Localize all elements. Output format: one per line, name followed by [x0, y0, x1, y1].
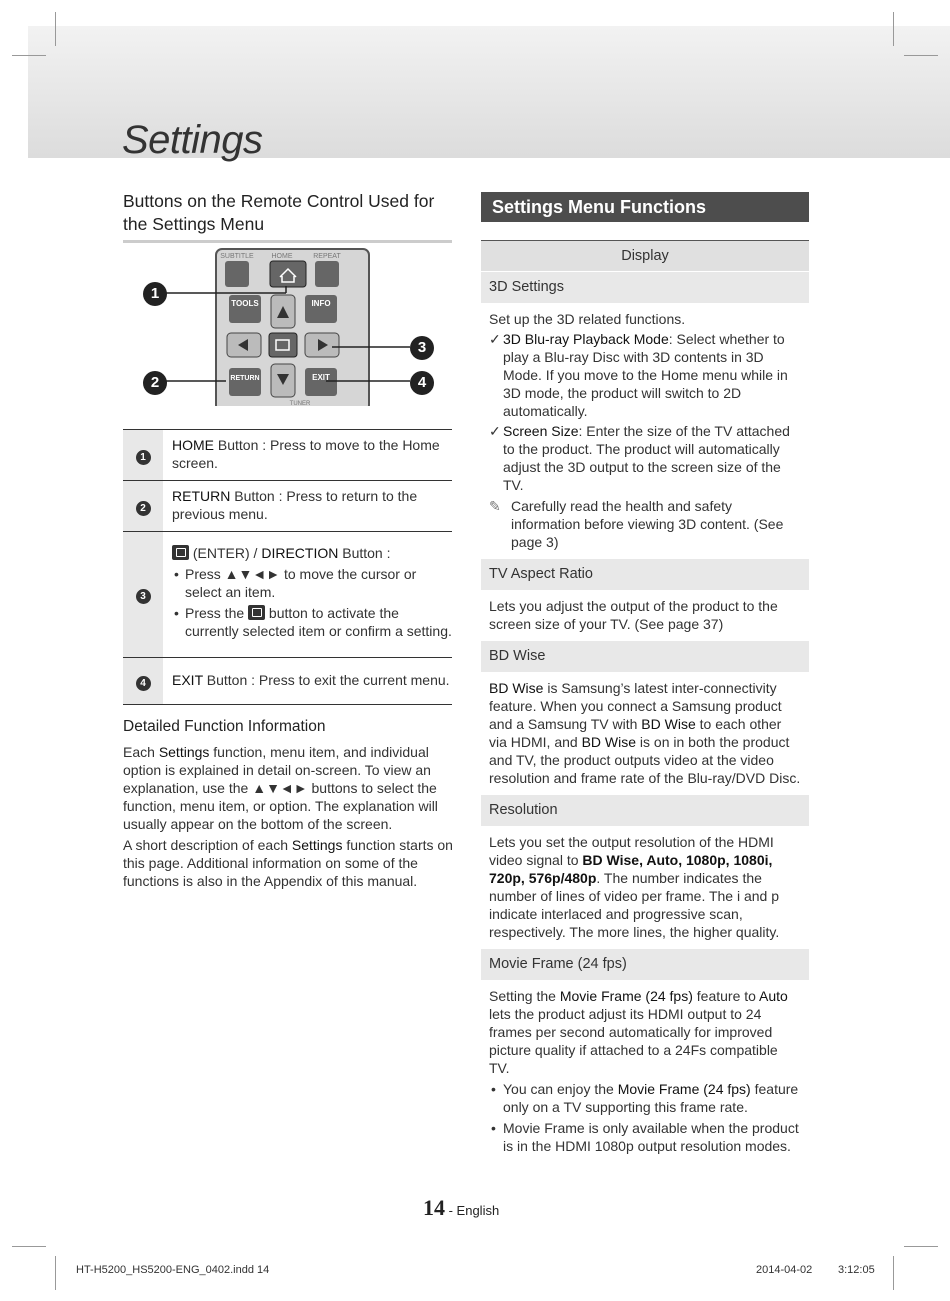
crop-mark: [55, 1256, 56, 1290]
crop-mark: [904, 55, 938, 56]
settings-menu-title: Settings Menu Functions: [481, 192, 809, 222]
settings-functions-table: [481, 240, 809, 1163]
crop-mark: [893, 1256, 894, 1290]
button-table: [123, 429, 452, 705]
label-info: INFO: [311, 299, 331, 308]
callout-lines: [150, 280, 430, 390]
callout-4: 4: [410, 371, 434, 395]
label-tuner: TUNER: [289, 401, 311, 406]
remote-section-heading: Buttons on the Remote Control Used for the Settings Menu: [123, 190, 452, 243]
enter-icon: [172, 545, 189, 560]
check-item: ✓ Screen Size: Enter the size of the TV attached to the product. The product will automatically adjust the 3D output to the screen size of the TV.: [489, 422, 801, 494]
section-body: Lets you adjust the output of the product to the screen size of your TV. (See page 37): [489, 598, 778, 632]
row-number: 1: [136, 450, 151, 465]
label-tools: TOOLS: [231, 299, 259, 308]
section-body: Set up the 3D related functions. ✓ 3D Blu-ray Playback Mode: Select whether to play a Blu-ray Disc with 3D contents in 3D Mode. If you move to the Home menu while in 3D mode, the product will switch to 2D automatically. ✓ Screen Size: Enter the size of the TV attached to the product. The product will automatically adjust the 3D output to the screen size of the TV. ✎ Carefully read the health and safety information before viewing 3D content. (See page 3): [481, 303, 809, 559]
footer-filename: HT-H5200_HS5200-ENG_0402.indd 14: [76, 1264, 270, 1276]
detail-paragraph-2: A short description of each Settings function starts on this page. Additional information on some of the functions is also in the Appendix of this manual.: [123, 837, 453, 889]
section-body: BD Wise is Samsung’s latest inter-connectivity feature. When you connect a Samsung product and a Samsung TV with BD Wise to each other via HDMI, and BD Wise is on in both the product and TV, the product outputs video at the video resolution and frame rate of the Blu-ray/DVD Disc.: [489, 680, 801, 786]
table-row: 2 RETURN Button : Press to return to the previous menu.: [123, 481, 452, 532]
crop-mark: [12, 1246, 46, 1247]
label-repeat: REPEAT: [313, 253, 341, 260]
section-tv-aspect-ratio: TV Aspect Ratio: [481, 559, 809, 590]
table-row: 3 (ENTER) / DIRECTION Button : • Press ▲▼◄► to move the cursor or select an item. • Press the button to activate the currently selected item or confirm a setting.: [123, 532, 452, 658]
table-row: 1 HOME Button : Press to move to the Home screen.: [123, 430, 452, 481]
crop-mark: [12, 55, 46, 56]
section-body: Setting the Movie Frame (24 fps) feature to Auto lets the product adjust its HDMI output to 24 frames per second automatically for improved picture quality if attached to a 24Fs compatible TV. • You can enjoy the Movie Frame (24 fps) feature only on a TV supporting this frame rate. • Movie Frame is only available when the product is in the HDMI 1080p output resolution modes.: [481, 980, 809, 1163]
footer-date: 2014-04-02: [756, 1264, 813, 1276]
check-item: ✓ 3D Blu-ray Playback Mode: Select whether to play a Blu-ray Disc with 3D contents in 3D Mode. If you move to the Home menu while in 3D mode, the product will switch to 2D automatically.: [489, 330, 801, 420]
list-item: • Press ▲▼◄► to move the cursor or select an item.: [172, 565, 452, 601]
label-subtitle: SUBTITLE: [220, 253, 254, 260]
section-body: Lets you set the output resolution of the HDMI video signal to BD Wise, Auto, 1080p, 1080i, 720p, 576p/480p. The number indicates the number of lines of video per frame. The i and p indicate interlaced and progressive scan, respectively. The more lines, the higher quality.: [489, 834, 780, 940]
enter-icon: [248, 605, 265, 620]
label-return: RETURN: [230, 375, 260, 382]
row-number: 3: [136, 589, 151, 604]
crop-mark: [904, 1246, 938, 1247]
label-home: HOME: [271, 253, 293, 260]
callout-2: 2: [143, 371, 167, 395]
footer-time: 3:12:05: [838, 1264, 875, 1276]
page-number: 14 - English: [423, 1195, 500, 1220]
list-item: • You can enjoy the Movie Frame (24 fps) feature only on a TV supporting this frame rate.: [489, 1080, 801, 1116]
list-item: • Press the button to activate the currently selected item or confirm a setting.: [172, 604, 452, 640]
section-3d-settings: 3D Settings: [481, 272, 809, 303]
list-item: • Movie Frame is only available when the product is in the HDMI 1080p output resolution modes.: [489, 1119, 801, 1155]
row-number: 2: [136, 501, 151, 516]
label-exit: EXIT: [312, 373, 330, 382]
category-display: Display: [481, 241, 809, 272]
detail-heading: Detailed Function Information: [123, 718, 326, 735]
section-movie-frame: Movie Frame (24 fps): [481, 949, 809, 980]
page-title: Settings: [122, 118, 263, 162]
note-item: ✎ Carefully read the health and safety information before viewing 3D content. (See page 3): [489, 497, 801, 551]
callout-1: 1: [143, 282, 167, 306]
section-resolution: Resolution: [481, 795, 809, 826]
section-bd-wise: BD Wise: [481, 641, 809, 672]
crop-mark: [55, 12, 56, 46]
table-row: 4 EXIT Button : Press to exit the current menu.: [123, 658, 452, 705]
crop-mark: [893, 12, 894, 46]
callout-3: 3: [410, 336, 434, 360]
row-number: 4: [136, 676, 151, 691]
detail-paragraph-1: Each Settings function, menu item, and individual option is explained in detail on-screen. To view an explanation, use the ▲▼◄► buttons to select the function, menu item, or option. The explanation will usually appear on the bottom of the screen.: [123, 744, 438, 832]
